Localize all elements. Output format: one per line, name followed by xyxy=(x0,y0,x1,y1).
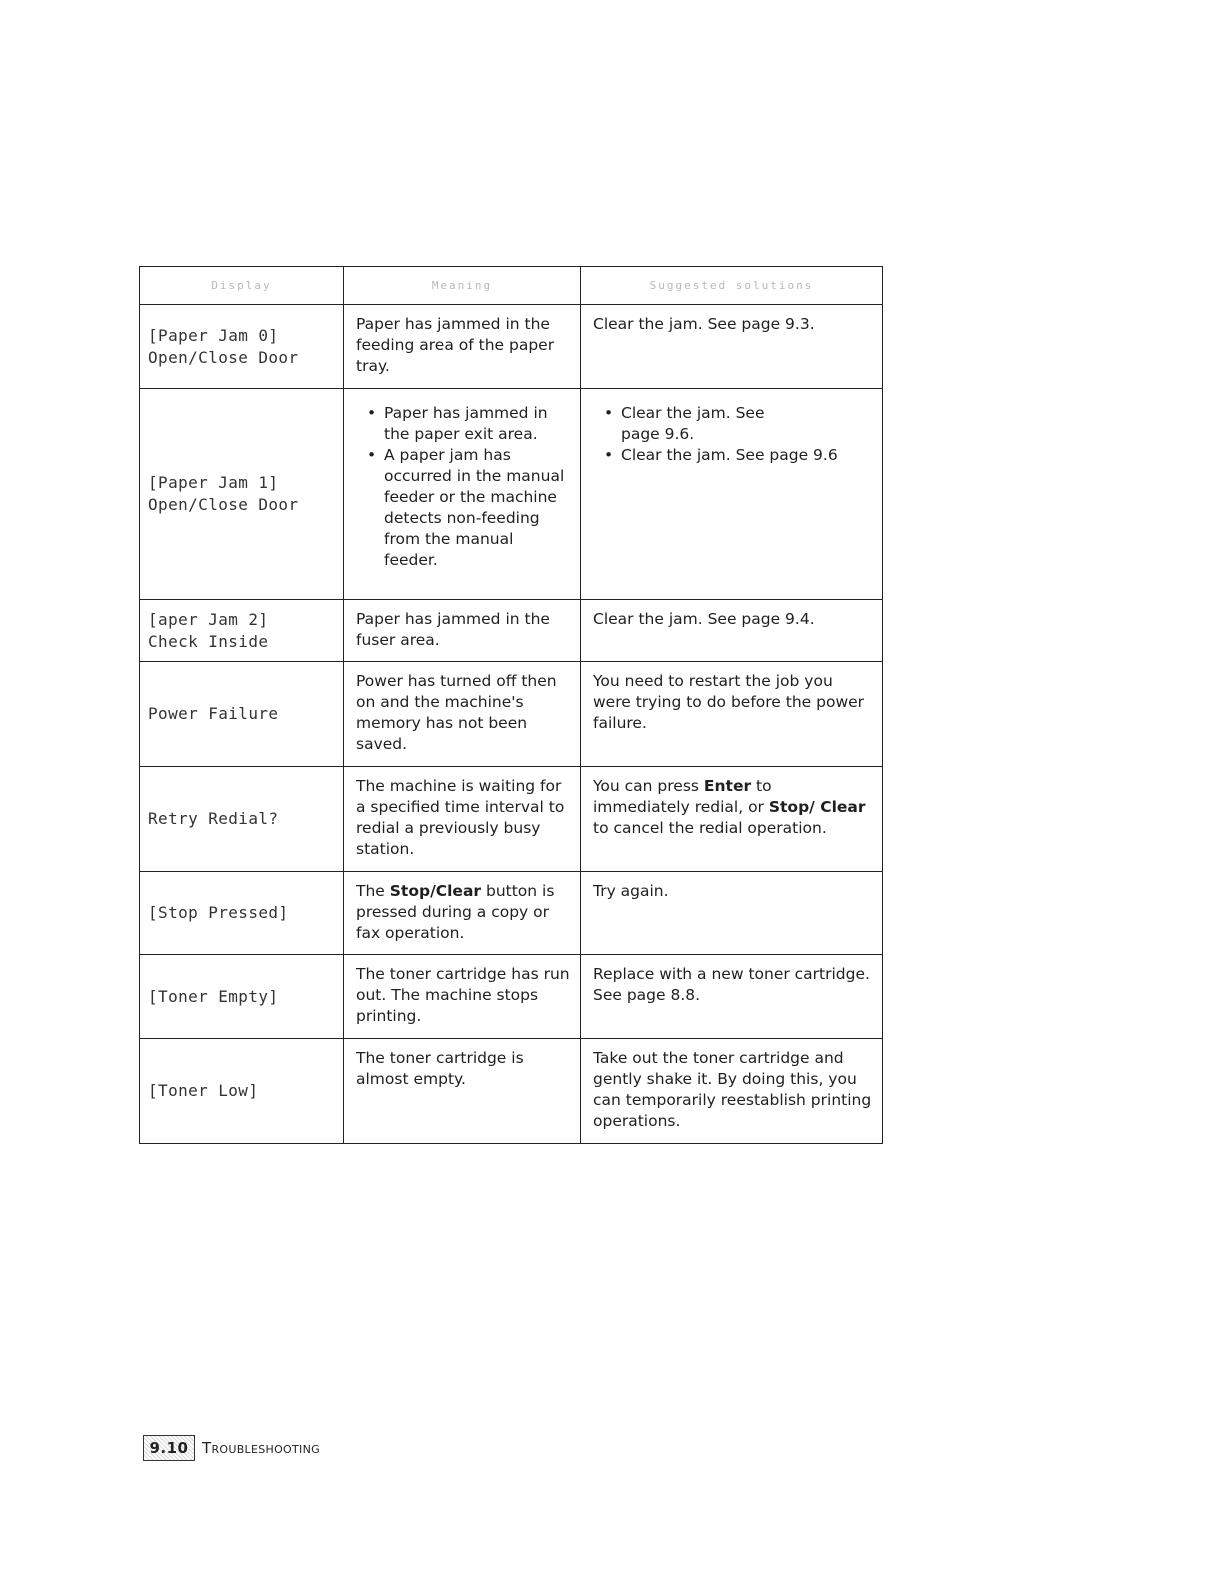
display-message: [Toner Empty] xyxy=(140,955,344,1039)
table-row xyxy=(140,662,883,767)
meaning-cell: Power has turned off then on and the machine's memory has not been saved. xyxy=(344,662,581,767)
table-row xyxy=(140,389,883,600)
header-meaning: Meaning xyxy=(344,267,581,305)
meaning-cell: The machine is waiting for a specified time interval to redial a previously busy station. xyxy=(344,767,581,872)
table-row xyxy=(140,767,883,872)
header-solutions: Suggested solutions xyxy=(581,267,883,305)
section-title: Troubleshooting xyxy=(202,1439,320,1457)
display-message: [Toner Low] xyxy=(140,1039,344,1144)
list-item: • Clear the jam. See page 9.6 xyxy=(621,445,872,466)
solution-cell: You can press Enter to immediately redial, or Stop/ Clear to cancel the redial operation. xyxy=(581,767,883,872)
display-message: [aper Jam 2] Check Inside xyxy=(140,600,344,662)
display-message: [Paper Jam 0] Open/Close Door xyxy=(140,305,344,389)
solution-cell: Clear the jam. See page 9.3. xyxy=(581,305,883,389)
solution-cell: Take out the toner cartridge and gently shake it. By doing this, you can temporarily reestablish printing operations. xyxy=(581,1039,883,1144)
page-number: 9.10 xyxy=(143,1435,195,1461)
table-row xyxy=(140,600,883,662)
meaning-cell: The Stop/Clear button is pressed during a copy or fax operation. xyxy=(344,872,581,955)
page-footer xyxy=(143,1435,320,1461)
solution-bullet-list xyxy=(593,403,872,466)
meaning-cell: The toner cartridge is almost empty. xyxy=(344,1039,581,1144)
solution-cell: Try again. xyxy=(581,872,883,955)
enter-key-label: Enter xyxy=(703,777,752,795)
stop-clear-key-label: Stop/Clear xyxy=(389,882,482,900)
display-message: [Paper Jam 1] Open/Close Door xyxy=(140,389,344,600)
meaning-cell: Paper has jammed in the fuser area. xyxy=(344,600,581,662)
list-item: • Paper has jammed in the paper exit area. xyxy=(384,403,570,445)
display-message: Retry Redial? xyxy=(140,767,344,872)
troubleshooting-table xyxy=(139,266,883,1144)
table-row xyxy=(140,955,883,1039)
meaning-cell: Paper has jammed in the feeding area of the paper tray. xyxy=(344,305,581,389)
header-display: Display xyxy=(140,267,344,305)
meaning-cell: The toner cartridge has run out. The machine stops printing. xyxy=(344,955,581,1039)
table-header-row xyxy=(140,267,883,305)
table-row xyxy=(140,1039,883,1144)
stop-clear-key-label: Stop/ Clear xyxy=(768,798,866,816)
list-item: • A paper jam has occurred in the manual feeder or the machine detects non-feeding from the manual feeder. xyxy=(384,445,570,571)
meaning-cell xyxy=(344,389,581,600)
table-row xyxy=(140,305,883,389)
list-item: • Clear the jam. See page 9.6. xyxy=(621,403,872,445)
solution-cell: Replace with a new toner cartridge. See page 8.8. xyxy=(581,955,883,1039)
solution-cell: Clear the jam. See page 9.4. xyxy=(581,600,883,662)
meaning-bullet-list xyxy=(356,403,570,571)
display-message: [Stop Pressed] xyxy=(140,872,344,955)
solution-cell xyxy=(581,389,883,600)
display-message: Power Failure xyxy=(140,662,344,767)
solution-cell: You need to restart the job you were trying to do before the power failure. xyxy=(581,662,883,767)
table-row xyxy=(140,872,883,955)
